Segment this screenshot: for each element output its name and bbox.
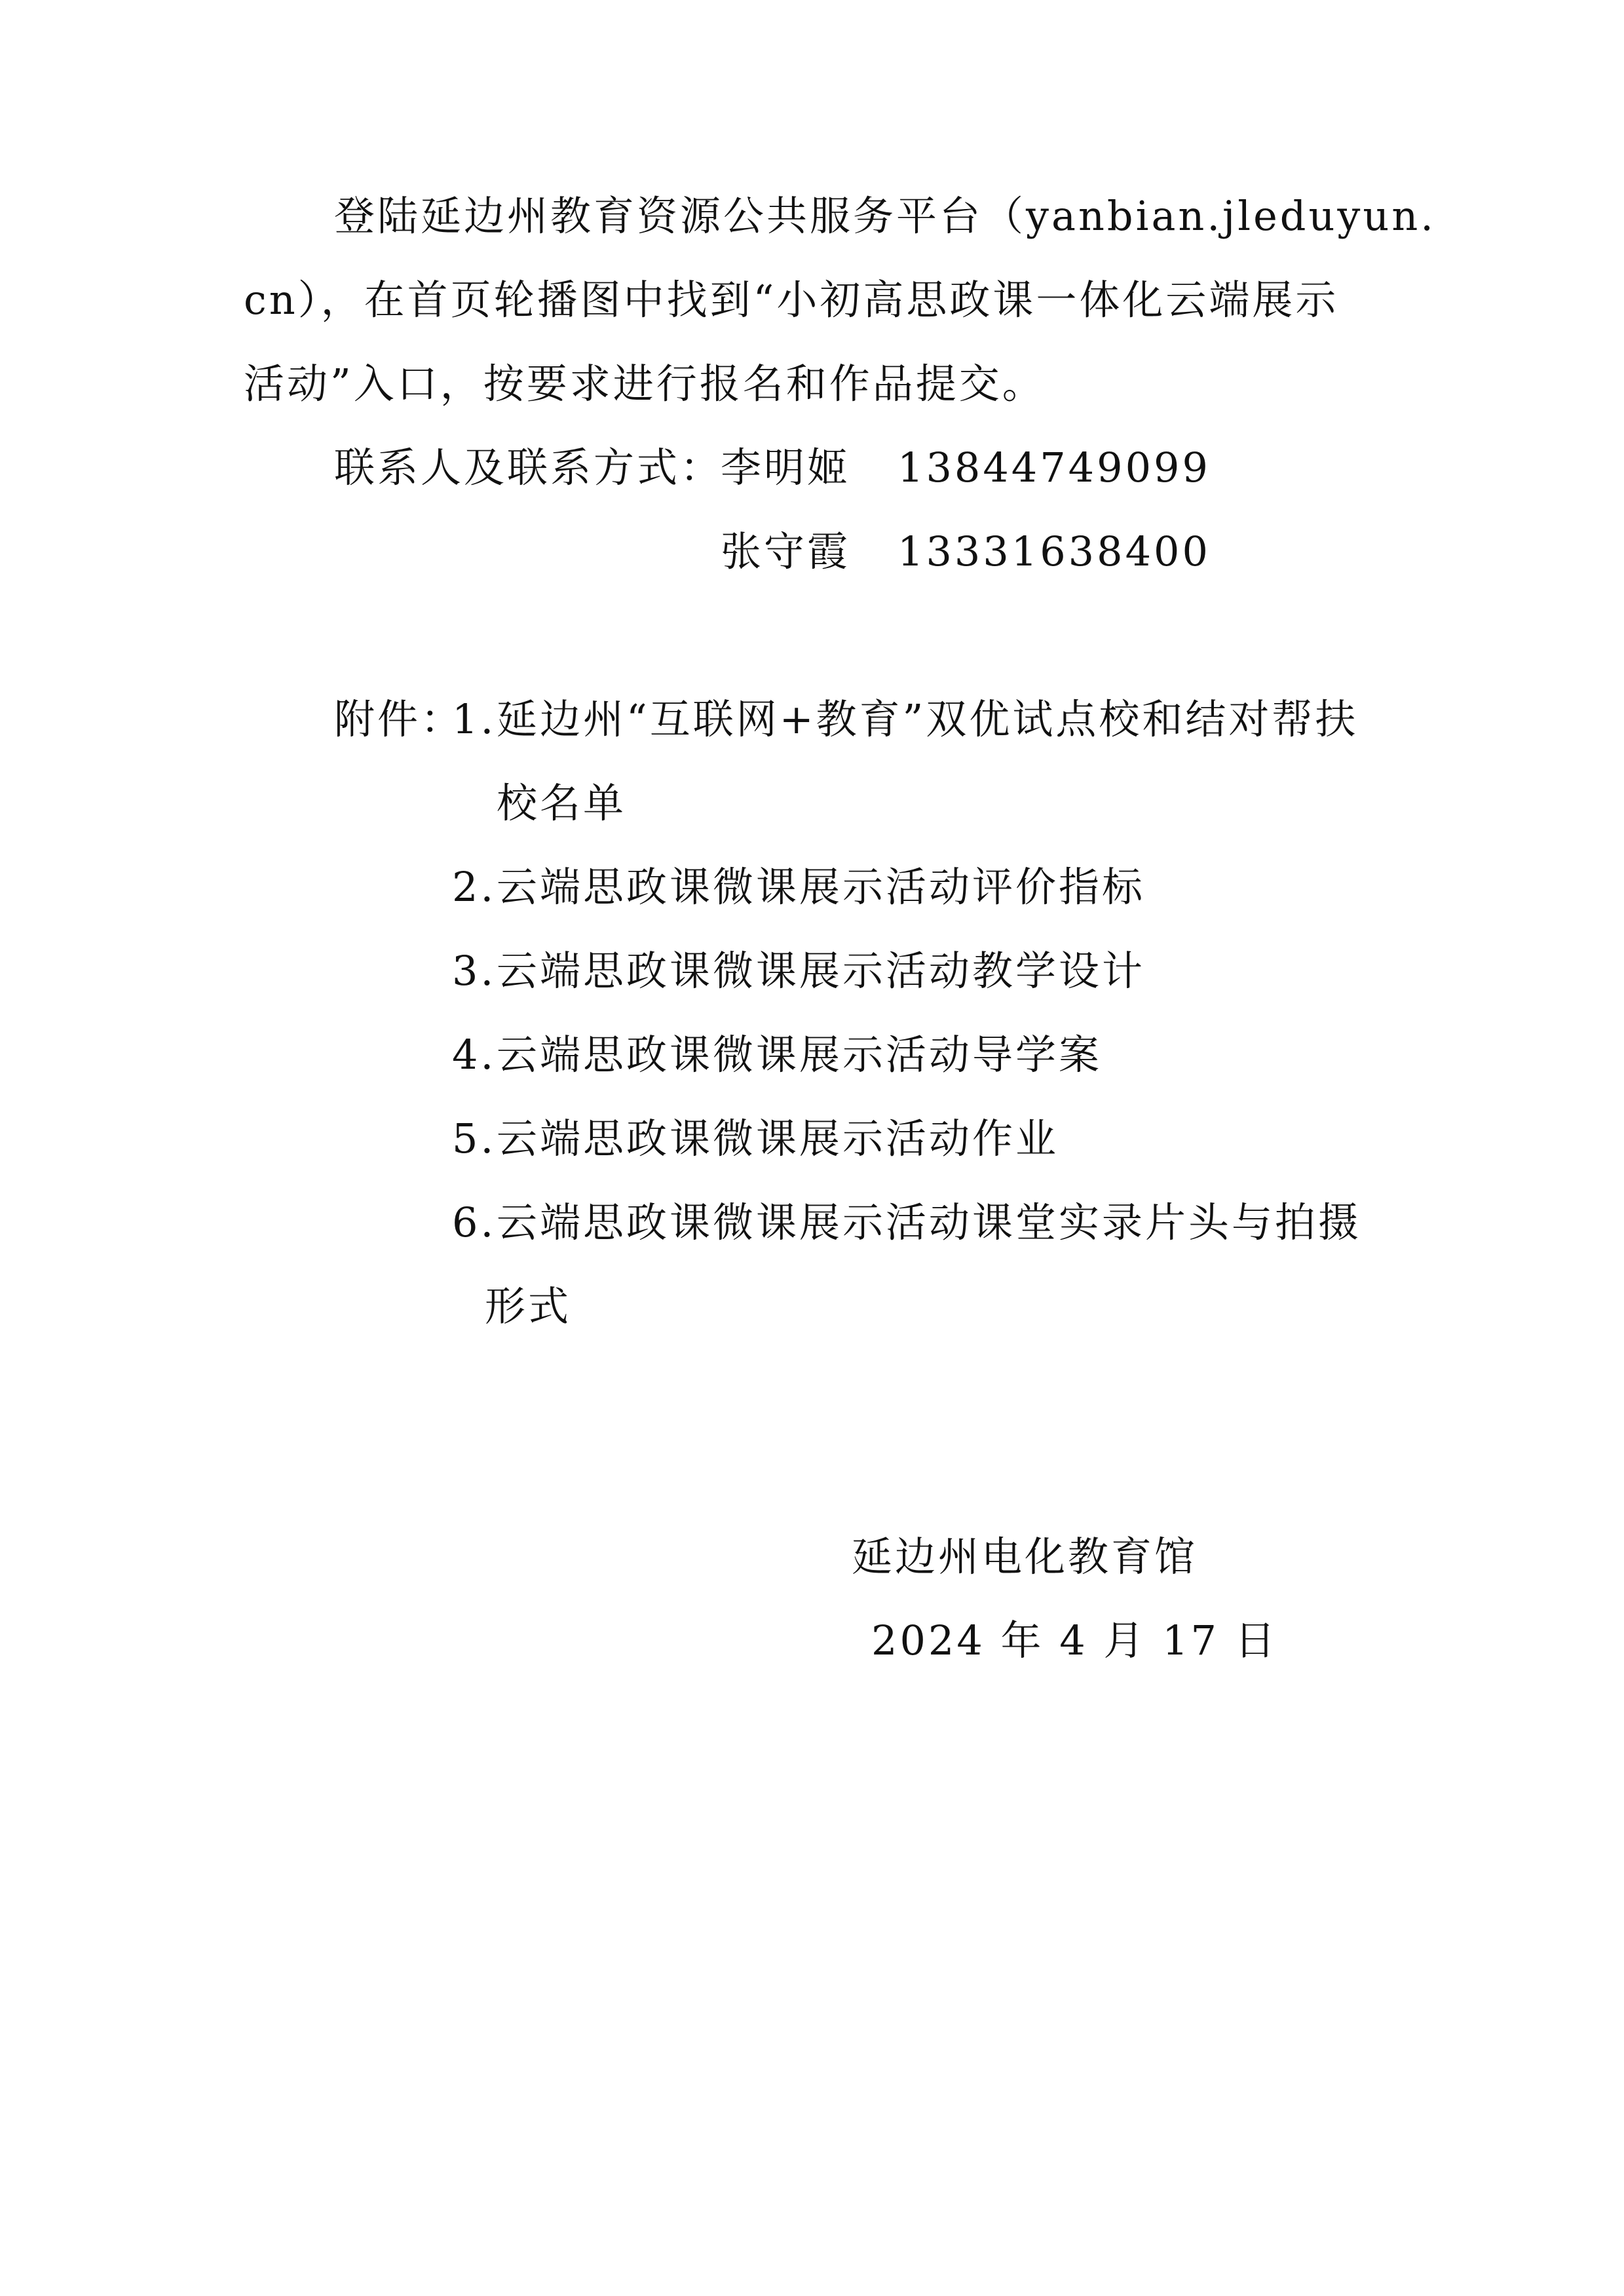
contact-person2-phone: 13331638400 (897, 527, 1211, 575)
signature-date: 2024 年 4 月 17 日 (871, 1617, 1278, 1664)
attachment-3-title: 云端思政课微课展示活动教学设计 (497, 947, 1146, 995)
intro-line-1: 登陆延边州教育资源公共服务平台（yanbian.jleduyun. (334, 192, 1437, 240)
attachments-label: 附件： (334, 695, 464, 743)
intro-line-3: 活动”入口，按要求进行报名和作品提交。 (244, 360, 1046, 408)
attachment-1-title: 延边州“互联网+教育”双优试点校和结对帮扶 (497, 695, 1359, 743)
attachment-5-number: 5. (452, 1115, 497, 1162)
attachment-6-number: 6. (452, 1198, 497, 1246)
attachment-1-number: 1. (452, 695, 497, 743)
contact-person2-name: 张守霞 (721, 527, 851, 575)
attachment-6-title: 云端思政课微课展示活动课堂实录片头与拍摄 (497, 1198, 1362, 1246)
attachment-4-number: 4. (452, 1031, 497, 1079)
attachment-1-title-cont: 校名单 (497, 779, 627, 827)
attachment-2-number: 2. (452, 863, 497, 911)
contact-person1-name: 李明姬 (721, 444, 851, 491)
attachment-2-title: 云端思政课微课展示活动评价指标 (497, 863, 1146, 911)
contact-label: 联系人及联系方式： (334, 444, 724, 491)
contact-person1-phone: 13844749099 (897, 444, 1211, 491)
attachment-6-title-cont: 形式 (485, 1282, 572, 1330)
attachment-3-number: 3. (452, 947, 497, 995)
attachment-4-title: 云端思政课微课展示活动导学案 (497, 1031, 1103, 1079)
intro-line-2: cn），在首页轮播图中找到“小初高思政课一体化云端展示 (244, 276, 1339, 324)
attachment-5-title: 云端思政课微课展示活动作业 (497, 1115, 1059, 1162)
signature-organization: 延边州电化教育馆 (852, 1533, 1198, 1580)
